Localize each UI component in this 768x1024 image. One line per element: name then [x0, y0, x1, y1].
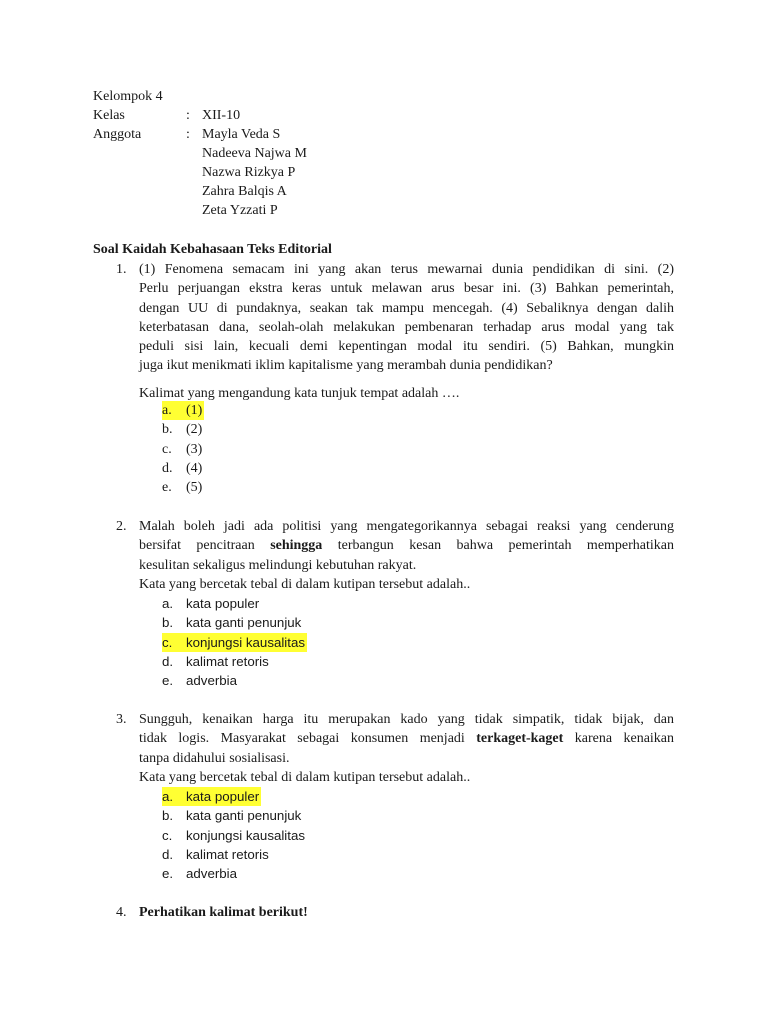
members-label: Anggota: [93, 127, 142, 142]
bold-word: sehingga: [270, 538, 323, 554]
passage-text: karena kenaikan: [574, 731, 675, 747]
option-text: (1): [186, 403, 203, 418]
bold-word: terkaget-kaget: [476, 731, 564, 747]
passage-line: Perlu perjuangan ekstra keras untuk melawan arus besar ini. (3) Bahkan pemerintah,: [139, 281, 674, 297]
option-text: adverbia: [186, 673, 238, 689]
option-item[interactable]: [162, 594, 307, 613]
option-text: (2): [186, 422, 203, 438]
passage-line: peduli sisi lain, kecuali demi kepentingan modal itu sendiri. (5) Bahkan, mungkin: [139, 339, 674, 355]
member-name: Nazwa Rizkya P: [202, 165, 296, 180]
option-text: kata ganti penunjuk: [186, 615, 302, 631]
option-letter: e.: [162, 866, 174, 882]
class-label: Kelas: [93, 108, 125, 123]
passage-line: tanpa didahului sosialisasi.: [139, 750, 290, 766]
question-4-text: Perhatikan kalimat berikut!: [139, 905, 308, 920]
option-text: kata ganti penunjuk: [186, 808, 302, 824]
option-text: kalimat retoris: [186, 653, 269, 669]
option-letter: e.: [162, 673, 174, 689]
passage-line: Sungguh, kenaikan harga itu merupakan kado yang tidak simpatik, tidak bijak, dan: [139, 712, 674, 727]
question-3-prompt: Kata yang bercetak tebal di dalam kutipan tersebut adalah..: [139, 770, 471, 785]
option-text: (4): [186, 460, 203, 476]
option-text: (3): [186, 441, 203, 457]
option-letter: e.: [162, 480, 172, 496]
passage-line: keterbatasan dana, seolah-olah melakukan pembenaran terhadap arus modal yang tak: [139, 319, 674, 335]
option-letter: a.: [162, 789, 174, 804]
question-number: 1.: [116, 262, 127, 277]
option-item[interactable]: [162, 478, 204, 497]
class-row: [93, 106, 240, 125]
option-letter: d.: [162, 460, 173, 476]
passage-text: tidak logis. Masyarakat sebagai konsumen menjadi: [139, 731, 465, 747]
members-colon: :: [186, 127, 190, 142]
question-number: 3.: [116, 712, 127, 727]
option-letter: c.: [162, 441, 172, 457]
option-letter: b.: [162, 422, 173, 438]
section-title: Soal Kaidah Kebahasaan Teks Editorial: [93, 242, 332, 257]
member-name: Zahra Balqis A: [202, 184, 287, 199]
option-item[interactable]: [162, 401, 204, 420]
option-item[interactable]: [162, 806, 305, 825]
passage-text: bersifat pencitraan: [139, 538, 255, 554]
question-number: 2.: [116, 519, 127, 534]
passage-line: [139, 536, 674, 555]
question-3-options: [162, 787, 305, 883]
question-number: 4.: [116, 905, 127, 920]
class-colon: :: [186, 108, 190, 123]
option-text: (5): [186, 480, 203, 496]
passage-line: [139, 729, 674, 748]
option-item[interactable]: [162, 864, 305, 883]
option-item[interactable]: [162, 459, 204, 478]
question-2-options: [162, 594, 307, 690]
option-item[interactable]: [162, 671, 307, 690]
option-letter: a.: [162, 403, 172, 418]
option-item[interactable]: [162, 826, 305, 845]
member-name: Mayla Veda S: [202, 127, 281, 142]
passage-line: (1) Fenomena semacam ini yang akan terus mewarnai dunia pendidikan di sini. (2): [139, 262, 674, 277]
option-item[interactable]: [162, 613, 307, 632]
option-item[interactable]: [162, 420, 204, 439]
option-item[interactable]: [162, 652, 307, 671]
members-row: [93, 125, 280, 144]
group-name: Kelompok 4: [93, 89, 163, 104]
question-3-passage: [139, 710, 674, 768]
class-value: XII-10: [202, 108, 241, 123]
question-2-passage: [139, 517, 674, 575]
option-letter: c.: [162, 827, 173, 843]
option-letter: a.: [162, 596, 174, 611]
passage-text: terbangun kesan bahwa pemerintah memperhatikan: [337, 538, 675, 554]
option-text: kata populer: [186, 596, 260, 611]
option-item[interactable]: [162, 845, 305, 864]
question-2-prompt: Kata yang bercetak tebal di dalam kutipan tersebut adalah..: [139, 577, 471, 592]
option-text: konjungsi kausalitas: [186, 634, 306, 650]
option-letter: d.: [162, 846, 174, 862]
option-text: konjungsi kausalitas: [186, 827, 306, 843]
option-letter: d.: [162, 653, 174, 669]
option-letter: c.: [162, 634, 173, 650]
passage-line: dengan UU di pundaknya, seakan tak mampu mencegah. (4) Sebaliknya dengan dalih: [139, 300, 674, 316]
option-text: adverbia: [186, 866, 238, 882]
option-text: kata populer: [186, 789, 260, 804]
option-item[interactable]: [162, 787, 305, 806]
option-letter: b.: [162, 615, 174, 631]
question-1-prompt: Kalimat yang mengandung kata tunjuk tempat adalah ….: [139, 386, 460, 401]
question-1-options: [162, 401, 204, 497]
option-item[interactable]: [162, 633, 307, 652]
passage-line: kesulitan sekaligus melindungi kebutuhan rakyat.: [139, 557, 417, 573]
option-letter: b.: [162, 808, 174, 824]
member-name: Nadeeva Najwa M: [202, 146, 307, 161]
option-text: kalimat retoris: [186, 846, 269, 862]
question-1-passage: [139, 260, 674, 376]
passage-line: Malah boleh jadi ada politisi yang mengategorikannya sebagai reaksi yang cenderung: [139, 519, 674, 534]
option-item[interactable]: [162, 440, 204, 459]
passage-line: juga ikut menikmati iklim kapitalisme yang merambah dunia pendidikan?: [139, 358, 553, 374]
member-name: Zeta Yzzati P: [202, 203, 278, 218]
